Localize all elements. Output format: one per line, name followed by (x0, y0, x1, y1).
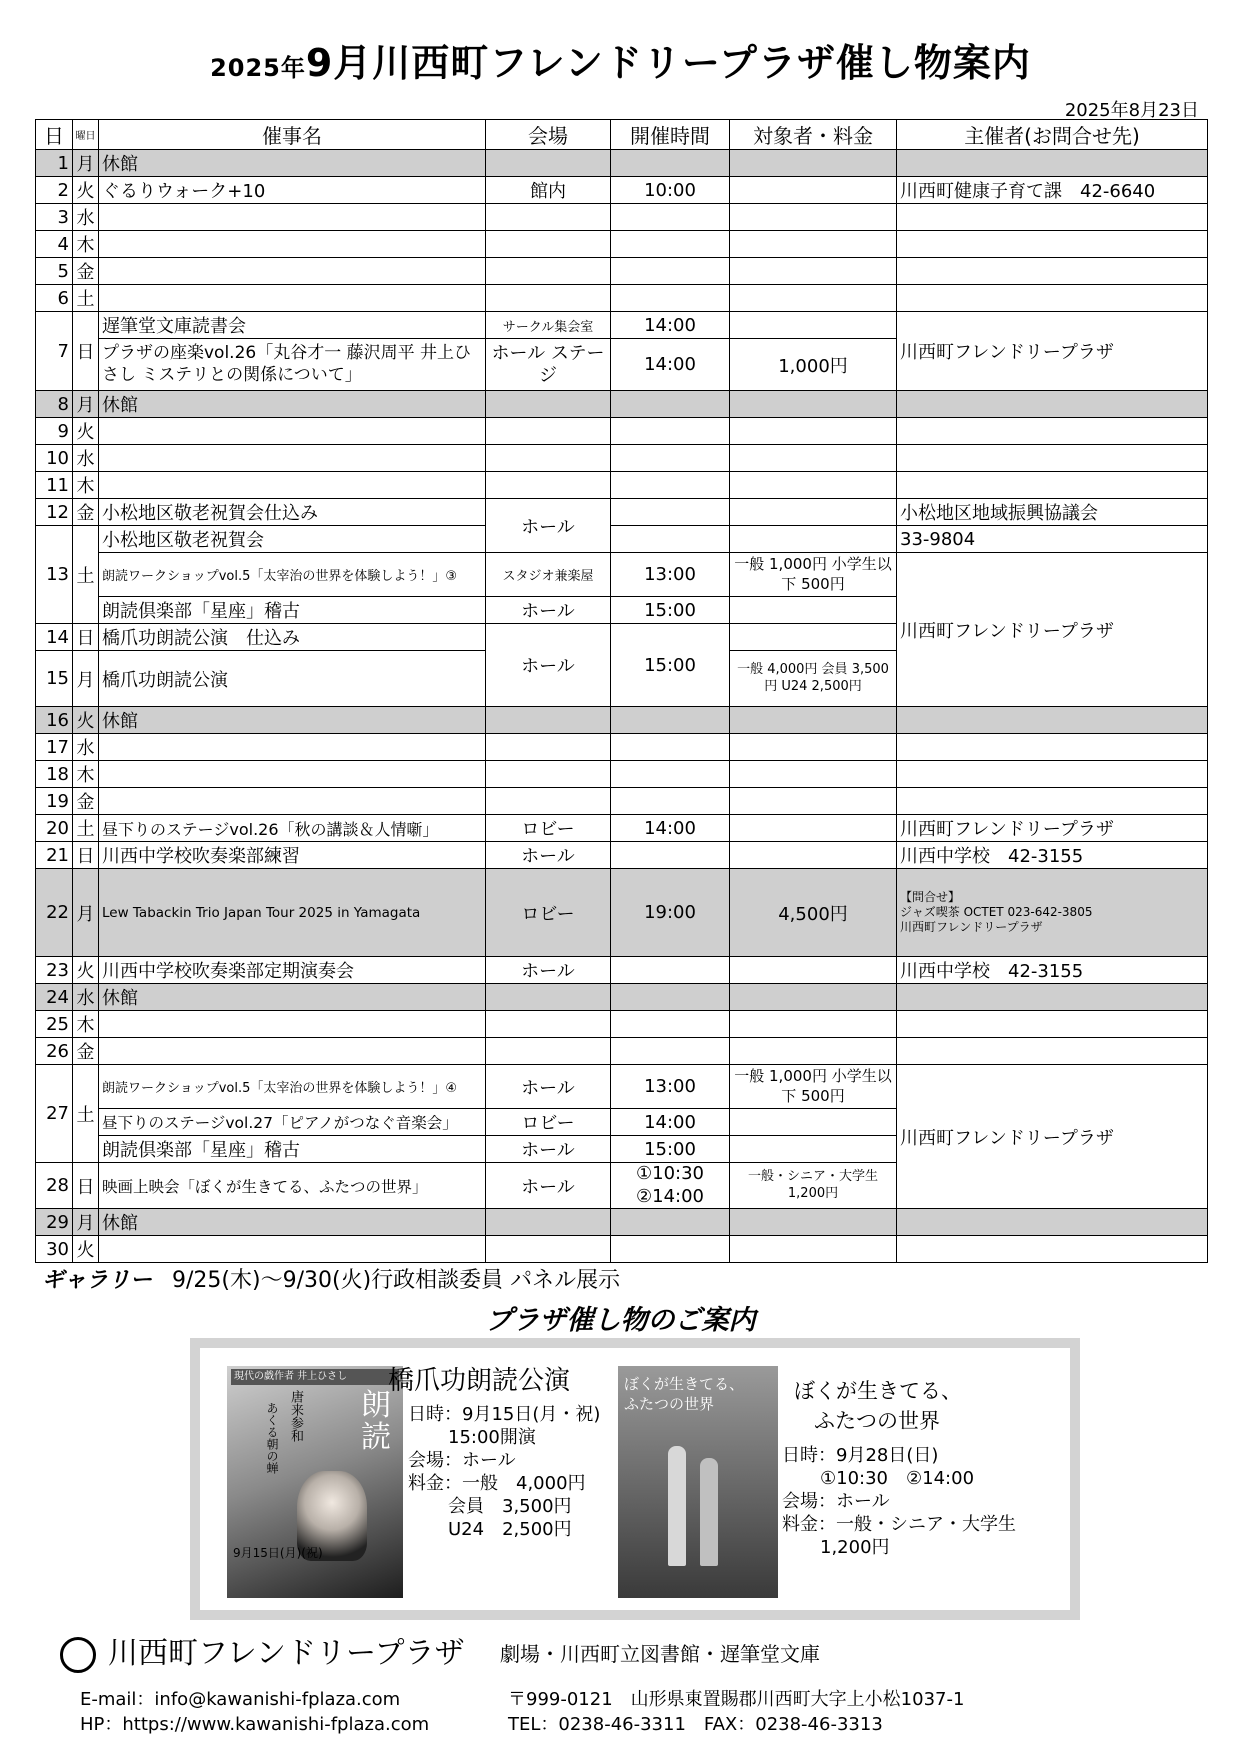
organizer-cell: 小松地区地域振興協議会 (897, 499, 1208, 526)
venue-cell: ホール (486, 1136, 611, 1163)
organizer-cell: 川西町フレンドリープラザ (897, 815, 1208, 842)
venue-cell: ホール ステージ (486, 339, 611, 391)
promo-film-fee-value: 1,200円 (820, 1537, 890, 1558)
footer-facilities: 劇場・川西町立図書館・遅筆堂文庫 (500, 1642, 820, 1666)
poster-reading-date: 9月15日(月)(祝) (233, 1546, 323, 1560)
day-cell: 28 (36, 1163, 73, 1209)
footer-phone: TEL：0238-46-3311 FAX：0238-46-3313 (508, 1714, 883, 1735)
time-second: ②14:00 (635, 1185, 704, 1207)
event-cell: 休館 (99, 391, 486, 418)
promo-panel-inner (200, 1348, 1070, 1610)
dow-cell: 火 (73, 957, 99, 984)
promo-reading-fee-member: 会員 3,500円 (448, 1496, 572, 1517)
header-fee: 対象者・料金 (730, 120, 897, 150)
event-cell: 朗読倶楽部「星座」稽古 (99, 1136, 486, 1163)
day-cell: 5 (36, 258, 73, 285)
poster-reading-work: 唐来参和 (288, 1390, 303, 1442)
poster-film-image (618, 1366, 778, 1598)
promo-film-times: ①10:30 ②14:00 (820, 1468, 975, 1489)
title-main: 9月川西町フレンドリープラザ催し物案内 (305, 41, 1031, 85)
organizer-cell: 川西町フレンドリープラザ (897, 1065, 1208, 1209)
dow-cell: 月 (73, 1209, 99, 1236)
time-cell: 13:00 (611, 1065, 730, 1109)
day-cell: 27 (36, 1065, 73, 1163)
time-cell (611, 1163, 730, 1209)
day-cell: 14 (36, 624, 73, 651)
table-row (36, 553, 1208, 597)
promo-film-title-2: ふたつの世界 (814, 1409, 940, 1433)
venue-cell: スタジオ兼楽屋 (486, 553, 611, 597)
table-row (36, 204, 1208, 231)
dow-cell: 月 (73, 391, 99, 418)
promo-film-fee: 料金：一般・シニア・大学生 (782, 1514, 1016, 1535)
page-title (0, 32, 1241, 87)
table-row (36, 707, 1208, 734)
promo-panel (190, 1338, 1080, 1620)
day-cell: 20 (36, 815, 73, 842)
time-cell: 14:00 (611, 312, 730, 339)
venue-cell: ホール (486, 842, 611, 869)
footer-email: E-mail：info@kawanishi-fplaza.com (80, 1689, 401, 1710)
table-row (36, 761, 1208, 788)
event-cell: 川西中学校吹奏楽部定期演奏会 (99, 957, 486, 984)
day-cell: 11 (36, 472, 73, 499)
dow-cell: 火 (73, 1236, 99, 1263)
event-cell: 昼下りのステージvol.27「ピアノがつなぐ音楽会」 (99, 1109, 486, 1136)
dow-cell: 木 (73, 231, 99, 258)
event-cell: 休館 (99, 984, 486, 1011)
table-row (36, 869, 1208, 957)
fee-cell: 4,500円 (730, 869, 897, 957)
organizer-cell: 川西町健康子育て課 42-6640 (897, 177, 1208, 204)
venue-cell: ホール (486, 957, 611, 984)
dow-cell: 土 (73, 285, 99, 312)
title-year: 2025年 (210, 54, 306, 82)
organizer-cell: 川西中学校 42-3155 (897, 957, 1208, 984)
table-row (36, 312, 1208, 339)
dow-cell: 金 (73, 1038, 99, 1065)
poster-film-title-1: ぼくが生きてる、 (624, 1375, 745, 1393)
day-cell: 9 (36, 418, 73, 445)
fee-cell: 一般 1,000円 小学生以下 500円 (730, 553, 897, 597)
time-cell: 13:00 (611, 553, 730, 597)
dow-cell: 水 (73, 204, 99, 231)
dow-cell: 火 (73, 177, 99, 204)
day-cell: 1 (36, 150, 73, 177)
dow-cell: 日 (73, 624, 99, 651)
time-cell: 15:00 (611, 1136, 730, 1163)
dow-cell: 金 (73, 788, 99, 815)
day-cell: 26 (36, 1038, 73, 1065)
day-cell: 12 (36, 499, 73, 526)
venue-cell: ホール (486, 624, 611, 707)
dow-cell: 水 (73, 734, 99, 761)
fee-cell: 一般・シニア・大学生 1,200円 (730, 1163, 897, 1209)
promo-heading: プラザ催し物のご案内 (485, 1305, 756, 1336)
promo-film-date: 日時：9月28日(日) (782, 1445, 939, 1466)
table-row (36, 1065, 1208, 1109)
table-row (36, 150, 1208, 177)
event-cell: 朗読ワークショップvol.5「太宰治の世界を体験しよう！」③ (99, 553, 486, 597)
event-cell: 朗読倶楽部「星座」稽古 (99, 597, 486, 624)
issue-date: 2025年8月23日 (1064, 100, 1199, 121)
day-cell: 6 (36, 285, 73, 312)
organizer-contact-label: 【問合せ】 (900, 890, 961, 904)
promo-reading-date: 日時：9月15日(月・祝) (408, 1404, 601, 1425)
table-row (36, 472, 1208, 499)
table-row (36, 231, 1208, 258)
organizer-cell: 川西町フレンドリープラザ (897, 312, 1208, 391)
poster-reading-title-1: 朗 (361, 1388, 391, 1423)
dow-cell: 金 (73, 499, 99, 526)
dow-cell: 土 (73, 1065, 99, 1163)
poster-film-figure-2 (700, 1458, 718, 1566)
day-cell: 10 (36, 445, 73, 472)
day-cell: 24 (36, 984, 73, 1011)
table-row (36, 1011, 1208, 1038)
table-row (36, 1038, 1208, 1065)
promo-film-venue: 会場：ホール (782, 1491, 890, 1512)
plaza-logo-icon (60, 1637, 96, 1673)
day-cell: 15 (36, 651, 73, 707)
table-row (36, 499, 1208, 526)
footer-homepage: HP：https://www.kawanishi-fplaza.com (80, 1714, 430, 1735)
poster-film-title (624, 1374, 744, 1414)
day-cell: 17 (36, 734, 73, 761)
table-row (36, 177, 1208, 204)
organizer-cell (897, 869, 1208, 957)
poster-film-title-2: ふたつの世界 (624, 1395, 715, 1413)
schedule-table (35, 119, 1208, 1263)
dow-cell: 土 (73, 526, 99, 624)
table-header-row (36, 120, 1208, 150)
fee-cell: 一般 1,000円 小学生以下 500円 (730, 1065, 897, 1109)
promo-reading-fee-u24: U24 2,500円 (448, 1519, 572, 1540)
event-cell: 小松地区敬老祝賀会仕込み (99, 499, 486, 526)
venue-cell: ホール (486, 597, 611, 624)
dow-cell: 木 (73, 761, 99, 788)
event-cell: 遅筆堂文庫読書会 (99, 312, 486, 339)
event-cell: 川西中学校吹奏楽部練習 (99, 842, 486, 869)
day-cell: 4 (36, 231, 73, 258)
time-cell: 14:00 (611, 339, 730, 391)
day-cell: 18 (36, 761, 73, 788)
promo-reading-fee-general: 料金：一般 4,000円 (408, 1473, 586, 1494)
event-cell: プラザの座楽vol.26「丸谷才一 藤沢周平 井上ひさし ミステリとの関係について」 (99, 339, 486, 391)
venue-cell: ホール (486, 1163, 611, 1209)
poster-reading-caption: 現代の戯作者 井上ひさし (231, 1369, 399, 1385)
fee-cell: 1,000円 (730, 339, 897, 391)
day-cell: 7 (36, 312, 73, 391)
dow-cell: 火 (73, 418, 99, 445)
day-cell: 2 (36, 177, 73, 204)
table-row (36, 842, 1208, 869)
table-row (36, 788, 1208, 815)
promo-reading-info (388, 1366, 601, 1541)
poster-film-figure-1 (668, 1446, 686, 1566)
fee-cell: 一般 4,000円 会員 3,500円 U24 2,500円 (730, 651, 897, 707)
day-cell: 25 (36, 1011, 73, 1038)
table-row (36, 526, 1208, 553)
time-cell: 14:00 (611, 815, 730, 842)
header-time: 開催時間 (611, 120, 730, 150)
header-organizer: 主催者(お問合せ先) (897, 120, 1208, 150)
header-dow: 曜日 (73, 120, 99, 150)
promo-reading-title: 橋爪功朗読公演 (388, 1366, 571, 1396)
venue-cell: ロビー (486, 869, 611, 957)
day-cell: 21 (36, 842, 73, 869)
dow-cell: 日 (73, 312, 99, 391)
time-cell: 15:00 (611, 624, 730, 707)
time-cell: 10:00 (611, 177, 730, 204)
event-cell: 橋爪功朗読公演 (99, 651, 486, 707)
event-cell: 橋爪功朗読公演 仕込み (99, 624, 486, 651)
gallery-notice (42, 1263, 620, 1294)
day-cell: 16 (36, 707, 73, 734)
table-row (36, 258, 1208, 285)
table-row (36, 445, 1208, 472)
dow-cell: 日 (73, 842, 99, 869)
time-cell: 19:00 (611, 869, 730, 957)
day-cell: 19 (36, 788, 73, 815)
organizer-contact-plaza: 川西町フレンドリープラザ (900, 920, 1043, 934)
header-event: 催事名 (99, 120, 486, 150)
event-cell: 休館 (99, 707, 486, 734)
venue-cell: 館内 (486, 177, 611, 204)
dow-cell: 月 (73, 869, 99, 957)
day-cell: 8 (36, 391, 73, 418)
table-row (36, 1209, 1208, 1236)
day-cell: 13 (36, 526, 73, 624)
poster-reading-subtitle: あくる朝の蝉 (265, 1402, 279, 1474)
organizer-cell: 33-9804 (897, 526, 1208, 553)
promo-reading-time: 15:00開演 (448, 1427, 536, 1448)
table-row (36, 984, 1208, 1011)
table-row (36, 391, 1208, 418)
promo-reading-venue: 会場：ホール (408, 1450, 516, 1471)
event-cell: 映画上映会「ぼくが生きてる、ふたつの世界」 (99, 1163, 486, 1209)
promo-film-info (782, 1376, 1016, 1559)
event-cell: 休館 (99, 150, 486, 177)
dow-cell: 月 (73, 150, 99, 177)
poster-reading-title-2: 読 (361, 1420, 391, 1455)
organizer-cell: 川西中学校 42-3155 (897, 842, 1208, 869)
day-cell: 30 (36, 1236, 73, 1263)
promo-film-title-1: ぼくが生きてる、 (794, 1379, 962, 1403)
event-cell: 休館 (99, 1209, 486, 1236)
footer-address: 〒999-0121 山形県東置賜郡川西町大字上小松1037-1 (508, 1689, 965, 1710)
gallery-text: 9/25(木)～9/30(火)行政相談委員 パネル展示 (172, 1268, 621, 1293)
venue-cell: ホール (486, 499, 611, 553)
venue-cell: ロビー (486, 1109, 611, 1136)
dow-cell: 火 (73, 707, 99, 734)
event-cell: 昼下りのステージvol.26「秋の講談＆人情噺」 (99, 815, 486, 842)
venue-cell: ホール (486, 1065, 611, 1109)
event-cell: ぐるりウォーク+10 (99, 177, 486, 204)
dow-cell: 日 (73, 1163, 99, 1209)
venue-cell: サークル集会室 (486, 312, 611, 339)
table-row (36, 734, 1208, 761)
event-cell: 朗読ワークショップvol.5「太宰治の世界を体験しよう！」④ (99, 1065, 486, 1109)
table-row (36, 815, 1208, 842)
time-cell: 15:00 (611, 597, 730, 624)
dow-cell: 土 (73, 815, 99, 842)
dow-cell: 月 (73, 651, 99, 707)
table-row (36, 1236, 1208, 1263)
organizer-cell: 川西町フレンドリープラザ (897, 553, 1208, 707)
table-row (36, 957, 1208, 984)
day-cell: 3 (36, 204, 73, 231)
venue-cell: ロビー (486, 815, 611, 842)
organizer-contact-jazz: ジャズ喫茶 OCTET 023-642-3805 (900, 905, 1093, 919)
dow-cell: 木 (73, 1011, 99, 1038)
time-first: ①10:30 (635, 1163, 704, 1184)
day-cell: 22 (36, 869, 73, 957)
time-cell: 14:00 (611, 1109, 730, 1136)
day-cell: 29 (36, 1209, 73, 1236)
day-cell: 23 (36, 957, 73, 984)
event-cell: Lew Tabackin Trio Japan Tour 2025 in Yamagata (99, 869, 486, 957)
table-row (36, 285, 1208, 312)
dow-cell: 水 (73, 984, 99, 1011)
poster-reading-image (227, 1366, 403, 1598)
gallery-label: ギャラリー (42, 1268, 153, 1293)
header-venue: 会場 (486, 120, 611, 150)
dow-cell: 金 (73, 258, 99, 285)
event-cell: 小松地区敬老祝賀会 (99, 526, 486, 553)
table-row (36, 418, 1208, 445)
dow-cell: 水 (73, 445, 99, 472)
dow-cell: 木 (73, 472, 99, 499)
header-day: 日 (36, 120, 73, 150)
footer-brand (60, 1628, 465, 1673)
footer-name: 川西町フレンドリープラザ (108, 1636, 465, 1671)
